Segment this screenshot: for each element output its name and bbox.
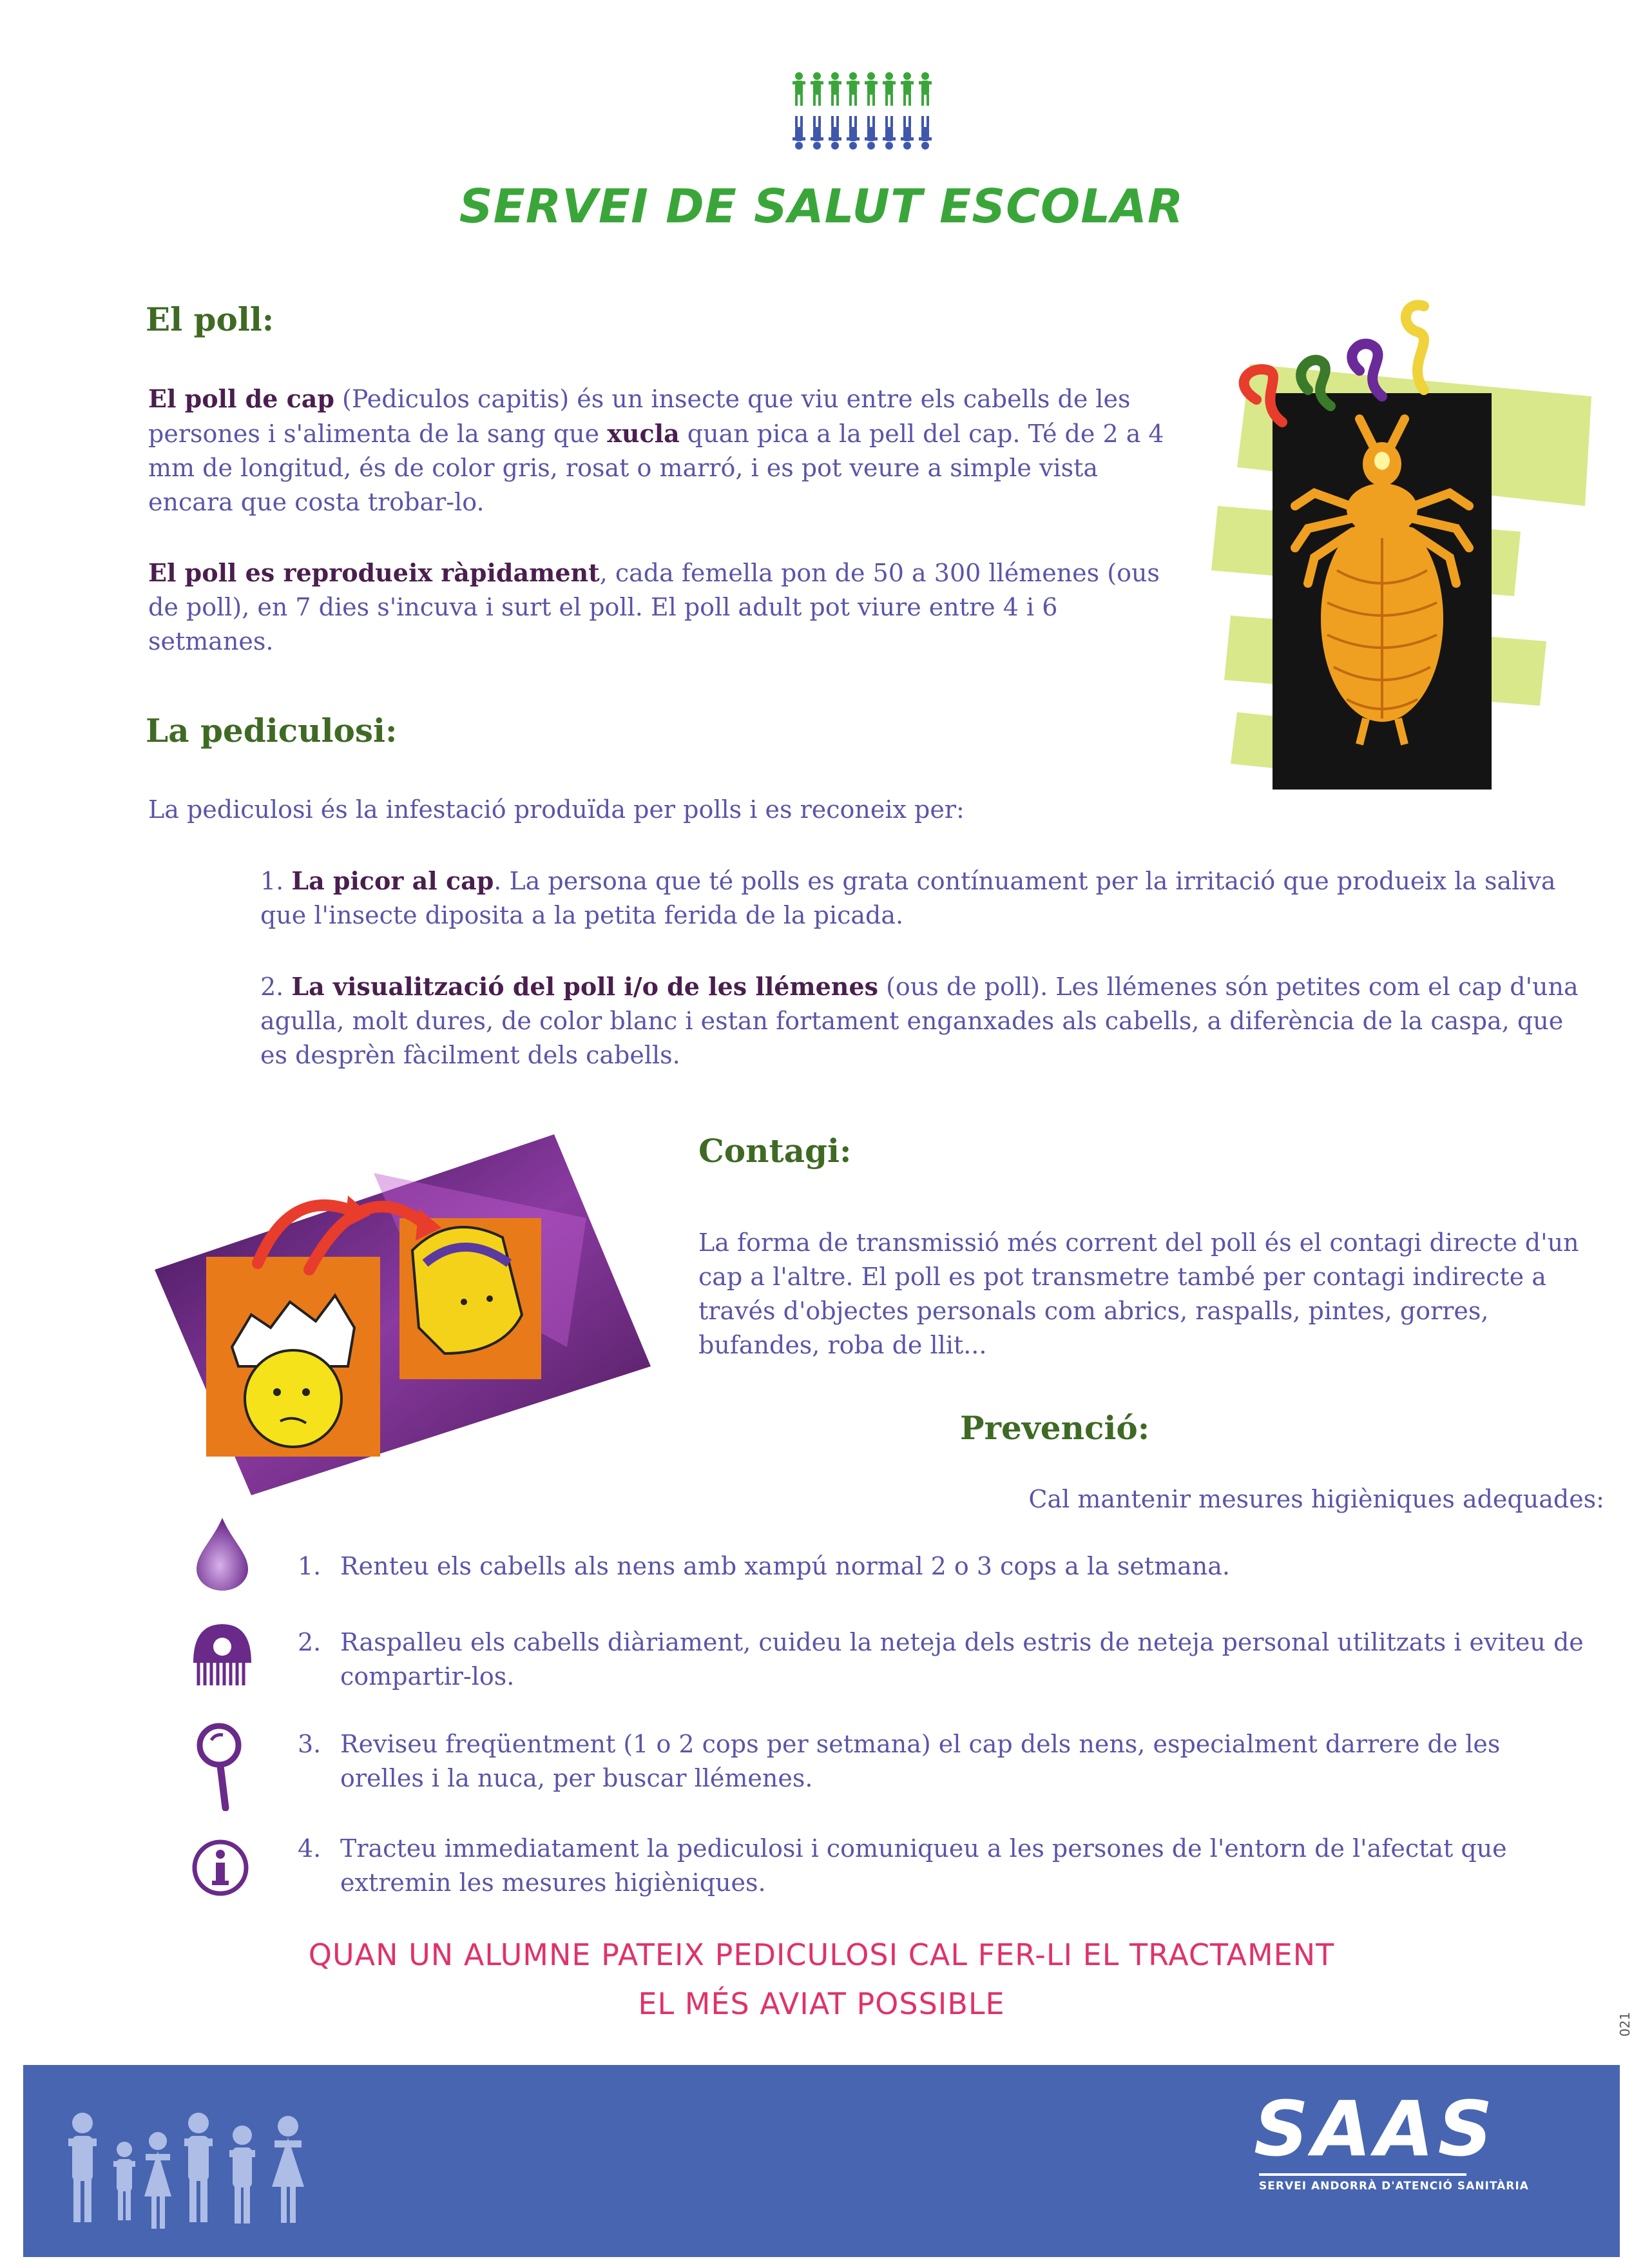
item-number: 3. [298, 1730, 322, 1758]
poll-paragraph-2 [148, 556, 1186, 659]
poll-term: El poll de cap [148, 384, 334, 413]
contagion-heads-illustration-icon [142, 1134, 657, 1495]
warning-line-1: QUAN UN ALUMNE PATEIX PEDICULOSI CAL FER-LI EL TRACTAMENT [308, 1937, 1335, 1972]
item-term: La visualització del poll i/o de les llémenes [291, 972, 879, 1001]
prevencio-intro: Cal mantenir mesures higièniques adequades: [1028, 1485, 1604, 1513]
item-text: Reviseu freqüentment (1 o 2 cops per setmana) el cap dels nens, especialment darrere de les orelles i la nuca, per buscar llémenes. [340, 1730, 1501, 1792]
item-number: 2. [260, 973, 292, 1001]
item-text: Tracteu immediatament la pediculosi i comuniqueu a les persones de l'entorn de l'afectat que extremin les mesures higièniques. [340, 1834, 1507, 1897]
pediculosi-item-2 [260, 969, 1594, 1072]
item-text: (ous de poll). Les llémenes són petites com el cap d'una agulla, molt dures, de color blanc i estan fortament enganxades als cabells, a diferència de la caspa, que es desprèn fàcilment dels cabells. [260, 973, 1579, 1069]
reproduction-term: El poll es reprodueix ràpidament [148, 558, 600, 587]
pediculosi-intro: La pediculosi és la infestació produïda per polls i es reconeix per: [148, 795, 965, 824]
prevention-item-2 [298, 1625, 1599, 1703]
item-number: 1. [260, 867, 292, 895]
section-heading-prevencio: Prevenció: [960, 1409, 1150, 1447]
item-term: La picor al cap [291, 866, 494, 895]
poll-text-a: (Pediculos capitis) és un insecte que viu entre els cabells de les persones i s'alimenta de la sang que [148, 385, 1131, 448]
comb-icon [187, 1618, 258, 1689]
item-number: 1. [298, 1552, 322, 1580]
warning-line-2: EL MÉS AVIAT POSSIBLE [638, 1986, 1005, 2021]
xucla-term: xucla [607, 419, 680, 448]
section-heading-poll: El poll: [146, 300, 274, 338]
saas-subtitle: SERVEI ANDORRÀ D'ATENCIÓ SANITÀRIA [1259, 2180, 1529, 2193]
magnifier-icon [193, 1721, 245, 1811]
item-text: Raspalleu els cabells diàriament, cuideu la neteja dels estris de neteja personal utilitzats i eviteu de compartir-los. [340, 1628, 1584, 1691]
item-text: . La persona que té polls es grata contínuament per la irritació que produeix la saliva que l'insecte diposita a la petita ferida de la picada. [260, 867, 1556, 929]
drop-icon [193, 1515, 251, 1592]
document-code: 021 [1617, 2011, 1633, 2037]
page-title: SERVEI DE SALUT ESCOLAR [459, 179, 1184, 233]
section-heading-pediculosi: La pediculosi: [146, 712, 398, 750]
people-chain-logo-icon [787, 66, 942, 156]
saas-logo: SAAS [1254, 2084, 1497, 2173]
logo-divider [1259, 2173, 1466, 2176]
item-number: 4. [298, 1834, 322, 1863]
footer-band [23, 2065, 1620, 2257]
poll-paragraph-1 [148, 382, 1186, 519]
item-number: 2. [298, 1628, 322, 1656]
info-icon [191, 1838, 250, 1897]
family-icon [62, 2106, 332, 2229]
reproduction-text: , cada femella pon de 50 a 300 llémenes (ous de poll), en 7 dies s'incuva i surt el poll. El poll adult pot viure entre 4 i 6 setmanes. [148, 559, 1160, 655]
pediculosi-item-1 [260, 864, 1594, 933]
contagi-paragraph: La forma de transmissió més corrent del poll és el contagi directe d'un cap a l'altre. El poll es pot transmetre també per contagi indirecte a través d'objectes personals com abrics, raspalls, pintes, gorres, bufandes, roba de llit... [698, 1228, 1579, 1359]
prevention-item-1 [298, 1549, 1599, 1588]
section-heading-contagi: Contagi: [698, 1132, 852, 1170]
item-text: Renteu els cabells als nens amb xampú normal 2 o 3 cops a la setmana. [340, 1552, 1230, 1580]
prevention-item-4 [298, 1832, 1599, 1909]
louse-illustration-icon [1211, 293, 1598, 796]
prevention-item-3 [298, 1727, 1599, 1805]
poll-text-b: quan pica a la pell del cap. Té de 2 a 4 mm de longitud, és de color gris, rosat o marró, i es pot veure a simple vista encara que costa trobar-lo. [148, 420, 1164, 516]
